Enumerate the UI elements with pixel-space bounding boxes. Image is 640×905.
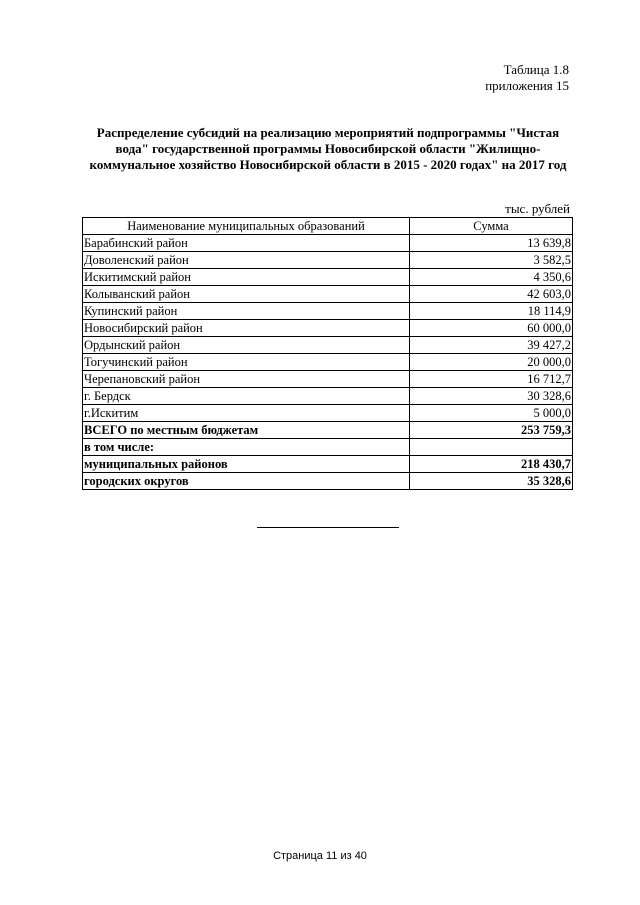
total-sum: 253 759,3 xyxy=(410,422,573,439)
row-name: Колыванский район xyxy=(83,286,410,303)
row-sum: 13 639,8 xyxy=(410,235,573,252)
urban-districts-row xyxy=(83,473,573,490)
including-row xyxy=(83,439,573,456)
total-row xyxy=(83,422,573,439)
row-sum: 3 582,5 xyxy=(410,252,573,269)
table-row xyxy=(83,235,573,252)
table-number: Таблица 1.8 xyxy=(503,62,569,77)
table-row xyxy=(83,388,573,405)
row-name: Доволенский район xyxy=(83,252,410,269)
districts-label: муниципальных районов xyxy=(83,456,410,473)
table-row xyxy=(83,320,573,337)
row-sum: 39 427,2 xyxy=(410,337,573,354)
districts-row xyxy=(83,456,573,473)
row-sum: 30 328,6 xyxy=(410,388,573,405)
row-sum: 18 114,9 xyxy=(410,303,573,320)
row-name: г. Бердск xyxy=(83,388,410,405)
row-name: Искитимский район xyxy=(83,269,410,286)
row-sum: 20 000,0 xyxy=(410,354,573,371)
row-name: Купинский район xyxy=(83,303,410,320)
row-sum: 60 000,0 xyxy=(410,320,573,337)
row-sum: 4 350,6 xyxy=(410,269,573,286)
districts-sum: 218 430,7 xyxy=(410,456,573,473)
table-header-row xyxy=(83,218,573,235)
urban-districts-label: городских округов xyxy=(83,473,410,490)
row-name: Черепановский район xyxy=(83,371,410,388)
table-row xyxy=(83,286,573,303)
row-sum: 16 712,7 xyxy=(410,371,573,388)
table-reference xyxy=(485,62,569,94)
title-line-2: вода" государственной программы Новосибирской области "Жилищно- xyxy=(115,141,541,156)
table-row xyxy=(83,252,573,269)
urban-districts-sum: 35 328,6 xyxy=(410,473,573,490)
table-row xyxy=(83,269,573,286)
table-row xyxy=(83,354,573,371)
including-label: в том числе: xyxy=(83,439,410,456)
appendix-number: приложения 15 xyxy=(485,78,569,93)
table-row xyxy=(83,337,573,354)
row-name: Барабинский район xyxy=(83,235,410,252)
subsidy-table xyxy=(82,217,573,490)
page-footer: Страница 11 из 40 xyxy=(273,850,367,862)
total-label: ВСЕГО по местным бюджетам xyxy=(83,422,410,439)
table-row xyxy=(83,371,573,388)
header-sum: Сумма xyxy=(410,218,573,235)
separator-line xyxy=(257,527,399,528)
title-line-3: коммунальное хозяйство Новосибирской области в 2015 - 2020 годах" на 2017 год xyxy=(89,157,567,172)
including-sum xyxy=(410,439,573,456)
table-row xyxy=(83,303,573,320)
row-name: г.Искитим xyxy=(83,405,410,422)
row-name: Новосибирский район xyxy=(83,320,410,337)
row-name: Тогучинский район xyxy=(83,354,410,371)
table-row xyxy=(83,405,573,422)
title-line-1: Распределение субсидий на реализацию мероприятий подпрограммы "Чистая xyxy=(96,125,560,140)
row-sum: 42 603,0 xyxy=(410,286,573,303)
row-sum: 5 000,0 xyxy=(410,405,573,422)
row-name: Ордынский район xyxy=(83,337,410,354)
header-name: Наименование муниципальных образований xyxy=(83,218,410,235)
units-label: тыс. рублей xyxy=(505,201,570,216)
document-title xyxy=(80,125,576,173)
